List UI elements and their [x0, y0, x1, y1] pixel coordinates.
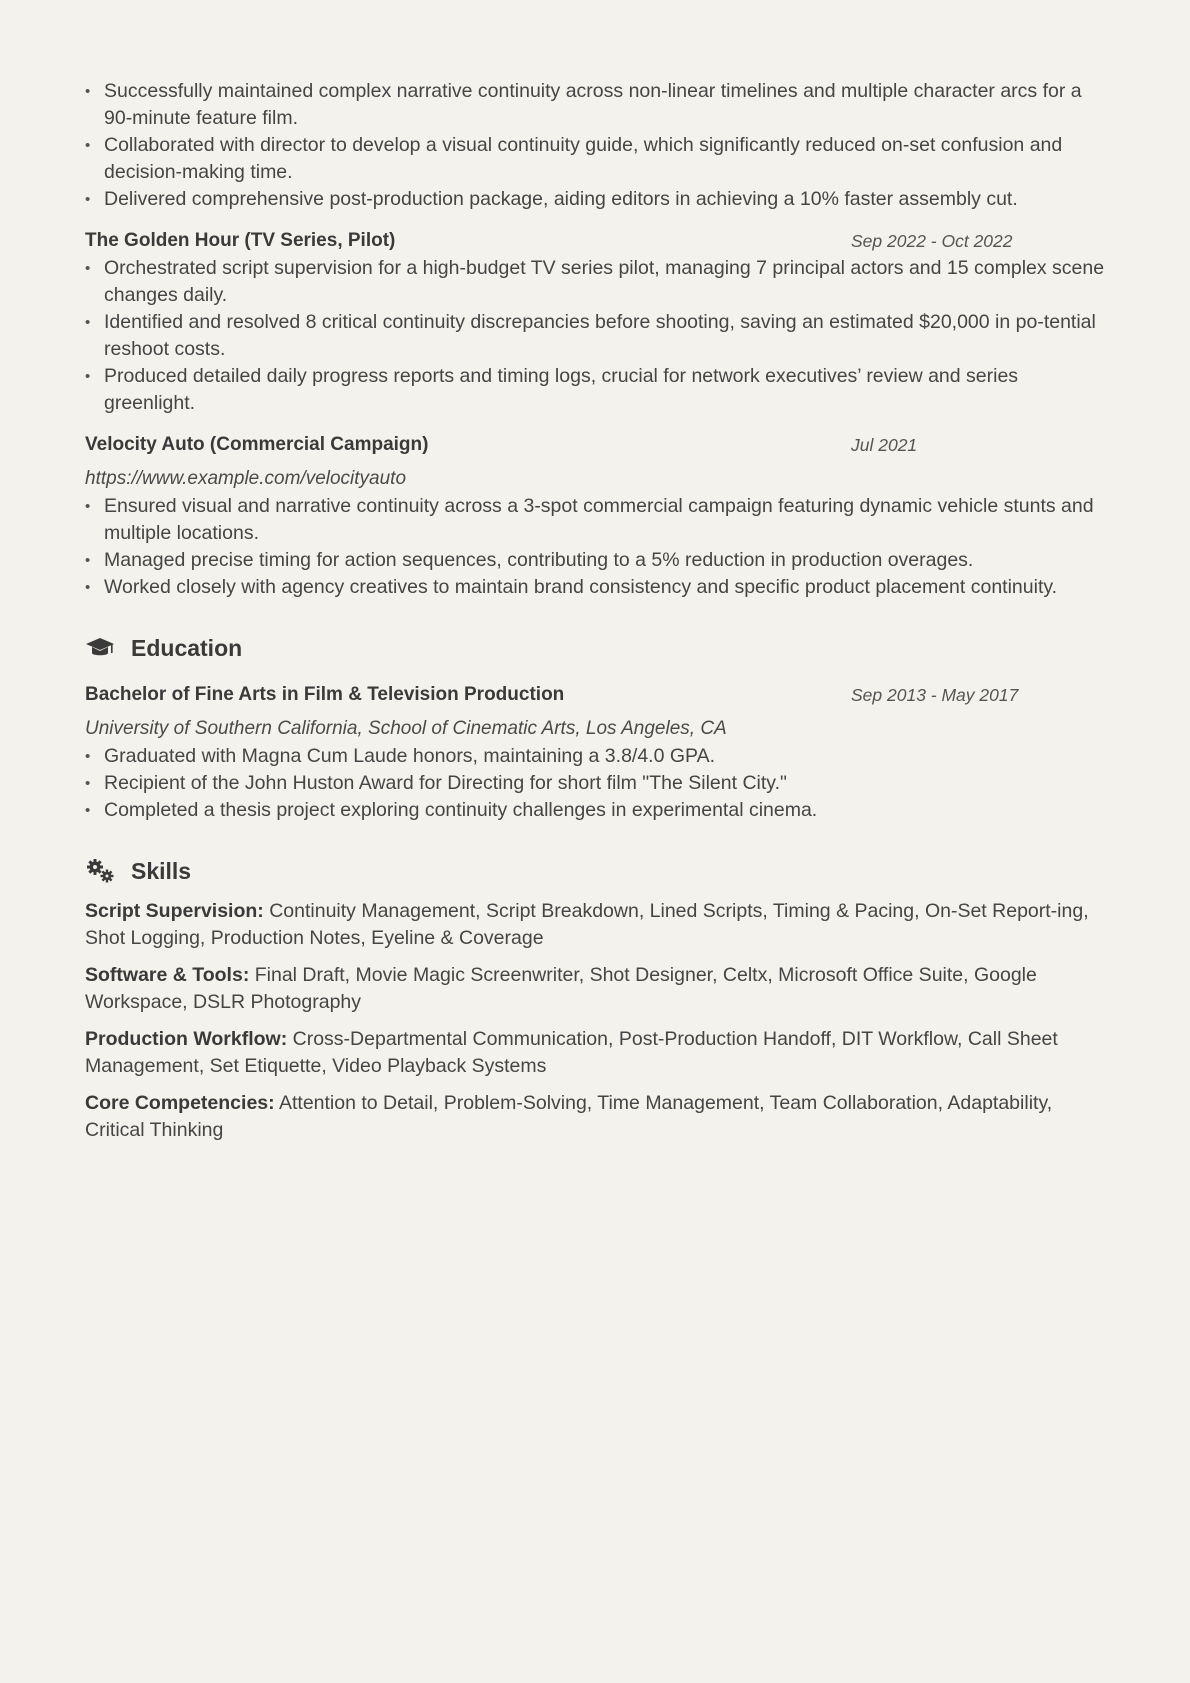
- skill-label: Core Competencies:: [85, 1092, 275, 1114]
- skills-list: [85, 898, 1105, 1144]
- list-item: • Orchestrated script supervision for a high-budget TV series pilot, managing 7 principal actors and 15 complex scene changes daily.: [104, 255, 1105, 309]
- skills-section-header: [85, 854, 1105, 888]
- skill-row: [85, 898, 1105, 952]
- list-item: • Graduated with Magna Cum Laude honors, maintaining a 3.8/4.0 GPA.: [104, 743, 1105, 770]
- experience-entry-date: Jul 2021: [851, 435, 918, 455]
- skill-row: [85, 962, 1105, 1016]
- education-entry-header: [85, 681, 1105, 709]
- list-item: • Collaborated with director to develop a visual continuity guide, which significantly reduced on-set confusion and decision-making time.: [104, 132, 1105, 186]
- education-bullets: [85, 743, 1105, 824]
- gears-icon: [85, 858, 115, 884]
- experience-entry-header: [85, 227, 1105, 255]
- skill-text: Cross-Departmental Communication, Post-Production Handoff, DIT Workflow, Call Sheet Management, Set Etiquette, Video Playback Systems: [85, 1028, 1058, 1077]
- skill-text: Attention to Detail, Problem-Solving, Time Management, Team Collaboration, Adaptability, Critical Thinking: [85, 1092, 1053, 1141]
- experience-entry-title: The Golden Hour (TV Series, Pilot): [85, 230, 396, 251]
- skill-label: Software & Tools:: [85, 964, 250, 986]
- skill-row: [85, 1026, 1105, 1080]
- list-item: • Successfully maintained complex narrative continuity across non-linear timelines and multiple character arcs for a 90-minute feature film.: [104, 78, 1105, 132]
- list-item: • Recipient of the John Huston Award for Directing for short film "The Silent City.": [104, 770, 1105, 797]
- experience-top-bullets: [85, 78, 1105, 213]
- education-degree: Bachelor of Fine Arts in Film & Television Production: [85, 684, 565, 705]
- experience-entry-link[interactable]: https://www.example.com/velocityauto: [85, 468, 407, 489]
- graduation-cap-icon: [85, 635, 115, 661]
- experience-entry-title: Velocity Auto (Commercial Campaign): [85, 434, 429, 455]
- experience-entry-header: [85, 431, 1105, 459]
- skill-text: Final Draft, Movie Magic Screenwriter, Shot Designer, Celtx, Microsoft Office Suite, Google Workspace, DSLR Photography: [85, 964, 1037, 1013]
- list-item: • Worked closely with agency creatives to maintain brand consistency and specific product placement continuity.: [104, 574, 1105, 601]
- list-item: • Produced detailed daily progress reports and timing logs, crucial for network executives’ review and series greenlight.: [104, 363, 1105, 417]
- education-section-header: [85, 631, 1105, 665]
- list-item: • Managed precise timing for action sequences, contributing to a 5% reduction in production overages.: [104, 547, 1105, 574]
- skill-text: Continuity Management, Script Breakdown, Lined Scripts, Timing & Pacing, On-Set Report-ing, Shot Logging, Production Notes, Eyeline & Coverage: [85, 900, 1089, 949]
- list-item: • Delivered comprehensive post-production package, aiding editors in achieving a 10% faster assembly cut.: [104, 186, 1105, 213]
- education-school: University of Southern California, School of Cinematic Arts, Los Angeles, CA: [85, 718, 727, 739]
- skills-heading: Skills: [131, 857, 192, 884]
- experience-entry-bullets: [85, 493, 1105, 601]
- list-item: • Ensured visual and narrative continuity across a 3-spot commercial campaign featuring dynamic vehicle stunts and multiple locations.: [104, 493, 1105, 547]
- education-date: Sep 2013 - May 2017: [851, 685, 1019, 705]
- list-item: • Identified and resolved 8 critical continuity discrepancies before shooting, saving an estimated $20,000 in po-tential reshoot costs.: [104, 309, 1105, 363]
- education-heading: Education: [131, 634, 243, 661]
- experience-entry-date: Sep 2022 - Oct 2022: [851, 231, 1013, 251]
- skill-row: [85, 1090, 1105, 1144]
- skill-label: Production Workflow:: [85, 1028, 288, 1050]
- skill-label: Script Supervision:: [85, 900, 264, 922]
- list-item: • Completed a thesis project exploring continuity challenges in experimental cinema.: [104, 797, 1105, 824]
- experience-entry-bullets: [85, 255, 1105, 417]
